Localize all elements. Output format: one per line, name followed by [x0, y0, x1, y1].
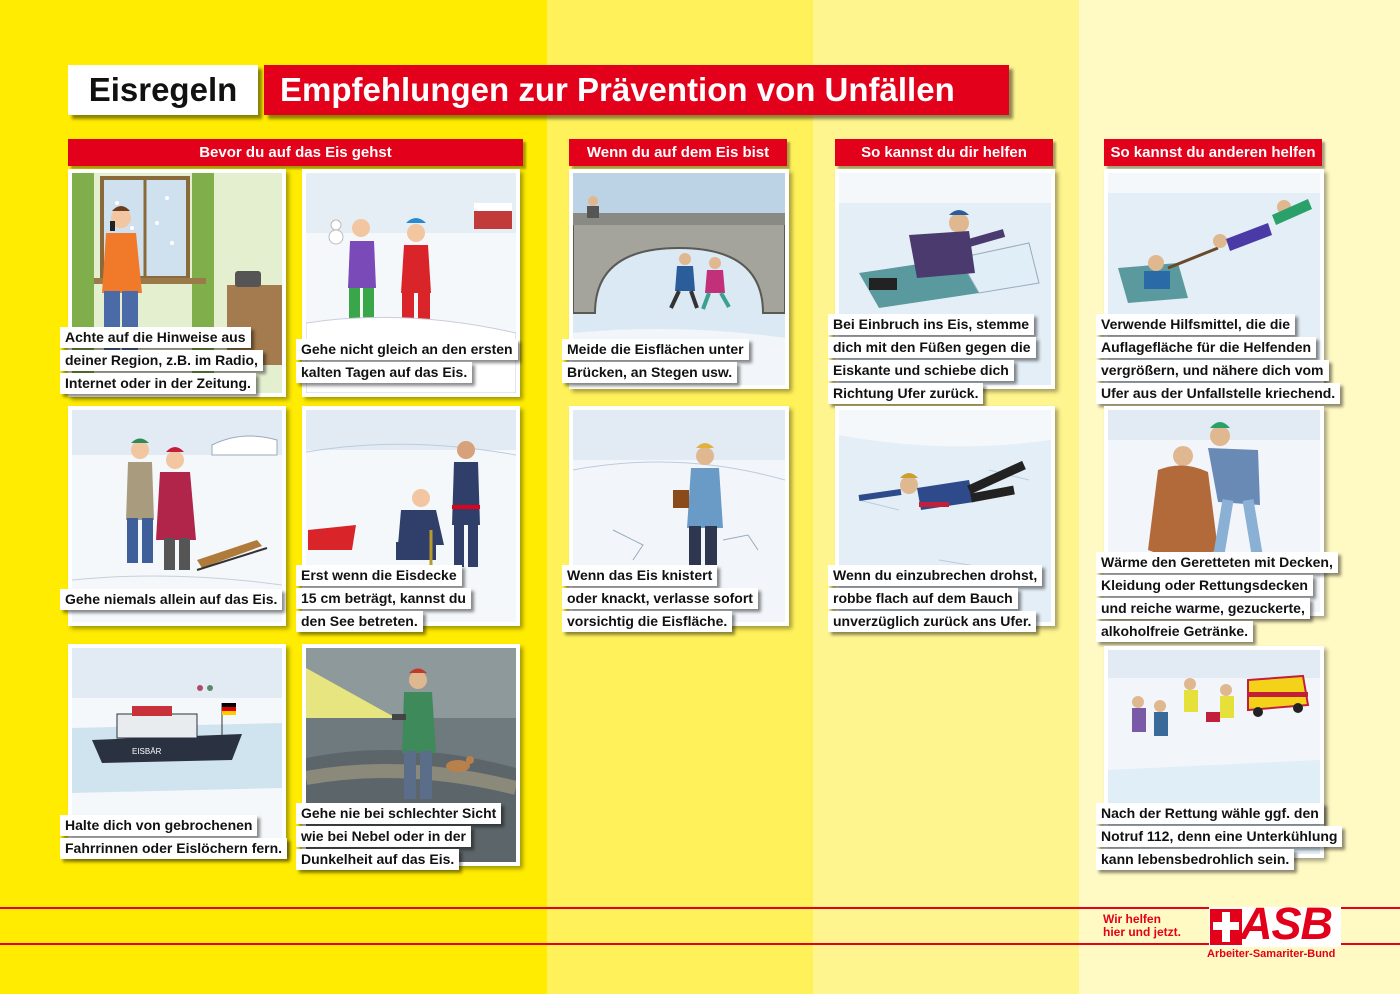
caption-line: Erst wenn die Eisdecke [296, 565, 462, 586]
slogan-line: Wir helfen [1103, 912, 1161, 926]
caption-line: Halte dich von gebrochenen [60, 815, 257, 836]
caption-line: Brücken, an Stegen usw. [562, 362, 737, 383]
caption-line: Kleidung oder Rettungsdecken [1096, 575, 1313, 596]
footer-rule-bottom [0, 943, 1400, 945]
caption-line: Fahrrinnen oder Eislöchern fern. [60, 838, 287, 859]
caption-line: dich mit den Füßen gegen die [828, 337, 1036, 358]
samaritan-cross-icon [1210, 909, 1242, 945]
caption-line: unverzüglich zurück ans Ufer. [828, 611, 1036, 632]
caption-cracking-ice [562, 565, 758, 632]
caption-line: den See betreten. [296, 611, 423, 632]
caption-never-alone [60, 589, 282, 610]
caption-line: Gehe niemals allein auf das Eis. [60, 589, 282, 610]
caption-line: Nach der Rettung wähle ggf. den [1096, 803, 1324, 824]
caption-line: Meide die Eisflächen unter [562, 339, 749, 360]
caption-line: Richtung Ufer zurück. [828, 383, 983, 404]
caption-line: Wenn das Eis knistert [562, 565, 717, 586]
column-heading-help-others: So kannst du anderen helfen [1104, 139, 1322, 166]
caption-avoid-broken-channels [60, 815, 287, 859]
column-heading-on-ice: Wenn du auf dem Eis bist [569, 139, 787, 166]
caption-line: Notruf 112, denn eine Unterkühlung [1096, 826, 1342, 847]
caption-line: oder knackt, verlasse sofort [562, 588, 758, 609]
caption-rescue-tools [1096, 314, 1340, 404]
caption-line: Wenn du einzubrechen drohst, [828, 565, 1042, 586]
asb-logo-text: ASB [1240, 898, 1333, 949]
caption-first-cold-days [296, 339, 518, 383]
caption-line: Bei Einbruch ins Eis, stemme [828, 314, 1034, 335]
caption-line: Auflagefläche für die Helfenden [1096, 337, 1316, 358]
caption-warm-rescued [1096, 552, 1338, 642]
caption-line: vergrößern, und nähere dich vom [1096, 360, 1329, 381]
caption-line: 15 cm beträgt, kannst du [296, 588, 471, 609]
caption-bad-visibility [296, 803, 501, 870]
ship-name-label: EISBÄR [132, 747, 162, 756]
caption-line: Internet oder in der Zeitung. [60, 373, 256, 394]
asb-logo-subtitle: Arbeiter-Samariter-Bund [1207, 948, 1336, 960]
caption-line: kalten Tagen auf das Eis. [296, 362, 472, 383]
caption-broken-through [828, 314, 1036, 404]
caption-line: Dunkelheit auf das Eis. [296, 849, 459, 870]
caption-line: und reiche warme, gezuckerte, [1096, 598, 1310, 619]
caption-line: robbe flach auf dem Bauch [828, 588, 1018, 609]
caption-line: Achte auf die Hinweise aus [60, 327, 251, 348]
poster-subtitle: Empfehlungen zur Prävention von Unfällen [264, 65, 1009, 115]
caption-line: wie bei Nebel oder in der [296, 826, 471, 847]
caption-line: Ufer aus der Unfallstelle kriechend. [1096, 383, 1340, 404]
caption-crawl-back [828, 565, 1042, 632]
caption-line: vorsichtig die Eisfläche. [562, 611, 732, 632]
footer-rule-top [0, 907, 1400, 909]
caption-ice-thickness [296, 565, 471, 632]
caption-line: alkoholfreie Getränke. [1096, 621, 1253, 642]
caption-line: Eiskante und schiebe dich [828, 360, 1014, 381]
column-heading-before: Bevor du auf das Eis gehst [68, 139, 523, 166]
caption-line: Wärme den Geretteten mit Decken, [1096, 552, 1338, 573]
caption-line: deiner Region, z.B. im Radio, [60, 350, 263, 371]
caption-line: Verwende Hilfsmittel, die die [1096, 314, 1295, 335]
caption-line: Gehe nicht gleich an den ersten [296, 339, 518, 360]
caption-line: Gehe nie bei schlechter Sicht [296, 803, 501, 824]
caption-line: kann lebensbedrohlich sein. [1096, 849, 1294, 870]
poster-title: Eisregeln [68, 65, 258, 115]
column-heading-self-help: So kannst du dir helfen [835, 139, 1053, 166]
caption-call-emergency [1096, 803, 1342, 870]
caption-avoid-bridges [562, 339, 749, 383]
footer-slogan [1103, 913, 1181, 939]
caption-check-news [60, 327, 263, 394]
slogan-line: hier und jetzt. [1103, 925, 1181, 939]
